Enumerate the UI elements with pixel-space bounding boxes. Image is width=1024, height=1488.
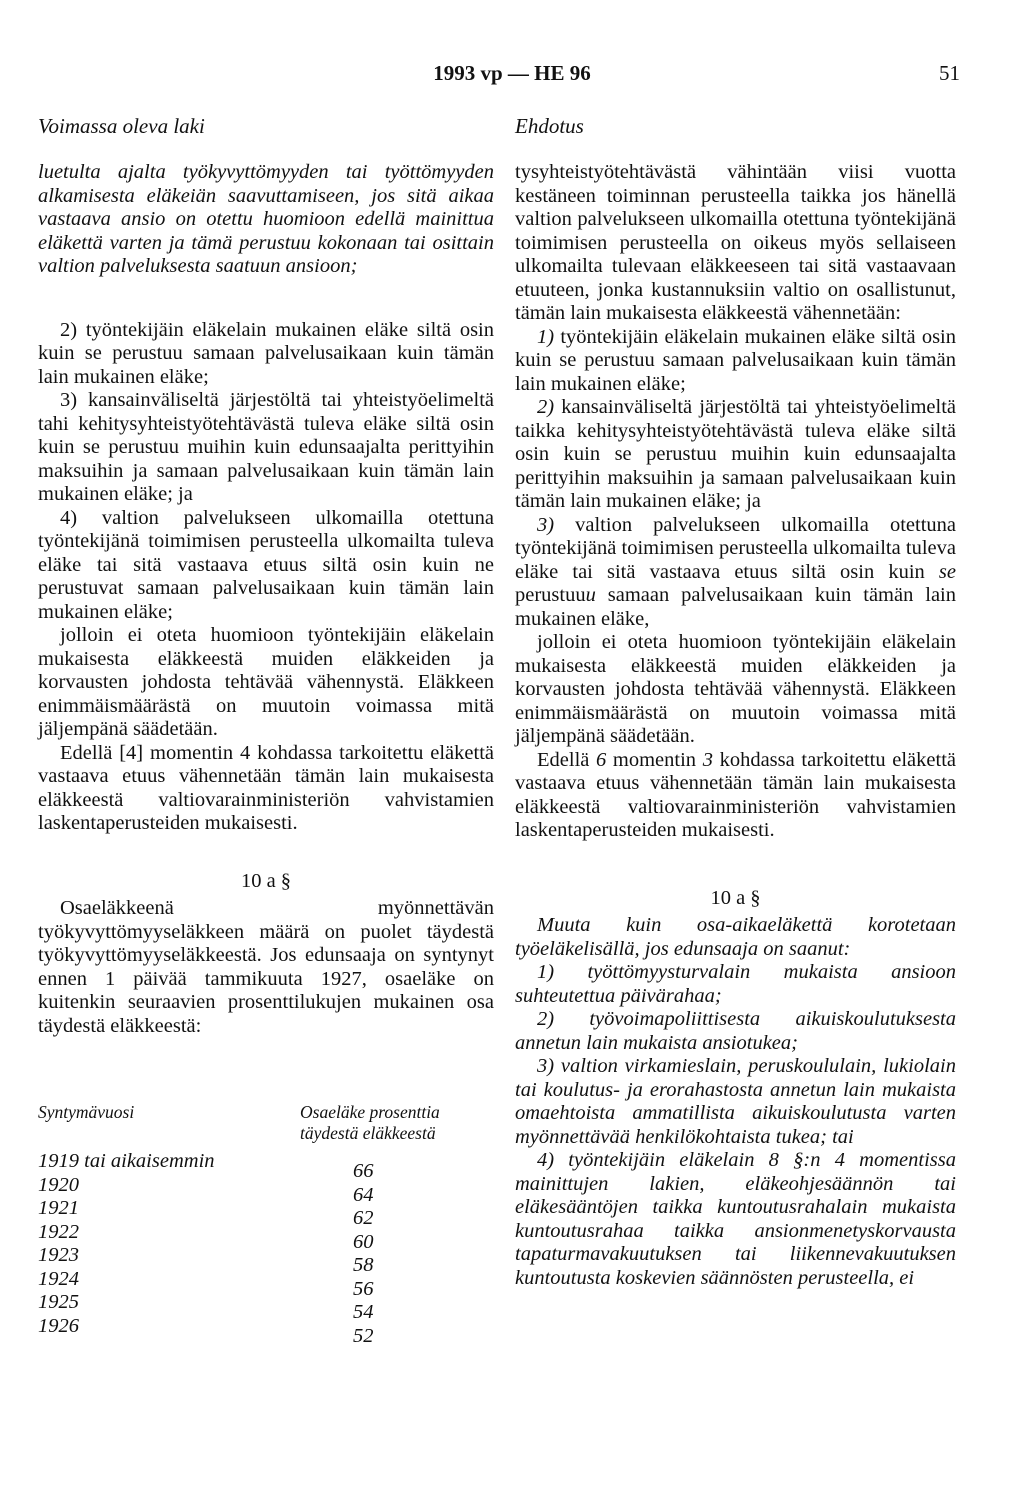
right-section-intro: Muuta kuin osa-aikaeläkettä korotetaan työeläkelisällä, jos edunsaaja on saanut: bbox=[515, 914, 956, 960]
right-item-3-number: 3) bbox=[537, 513, 555, 536]
page-number: 51 bbox=[939, 61, 960, 85]
table-cell-year: 1923 bbox=[38, 1244, 79, 1266]
right-item-1-text: työntekijäin eläkelain mukainen eläke siltä osin kuin se perustuu samaan palvelusaikaan kuin tämän lain mukainen eläke; bbox=[515, 325, 956, 395]
table-row bbox=[38, 1150, 478, 1182]
right-section-heading: 10 a § bbox=[710, 886, 761, 909]
table-cell-percent: 58 bbox=[353, 1254, 374, 1276]
table-cell-percent: 64 bbox=[353, 1183, 374, 1206]
right-section-item-4: 4) työntekijäin eläkelain 8 §:n 4 momentissa mainittujen lakien, eläkeohjesäännön tai eläkesääntöjen taikka kuntoutusrahalain mukaista kuntoutusrahaa taikka ansionmenetyskorvausta tapaturmavakuutuksen tai liikennevakuutuksen kuntoutusta koskevien säännösten perusteella, ei bbox=[515, 1149, 956, 1289]
left-column-title: Voimassa oleva laki bbox=[38, 114, 205, 138]
table-cell-percent: 62 bbox=[353, 1207, 374, 1229]
table-row bbox=[38, 1244, 478, 1276]
right-section-item-2: 2) työvoimapoliittisesta aikuiskoulutuksesta annetun lain mukaista ansiotukea; bbox=[515, 1008, 956, 1054]
left-closing-paragraph: jolloin ei oteta huomioon työntekijäin eläkelain mukaisesta eläkkeestä muiden eläkkeiden ja korvausten johdosta tehtävää vähennystä. Eläkkeen enimmäismäärästä on muutoin voimassa mitä jäljempänä säädetään. bbox=[38, 624, 494, 740]
right-item-3 bbox=[515, 514, 956, 632]
table-cell-year: 1922 bbox=[38, 1220, 79, 1243]
table-row bbox=[38, 1220, 478, 1253]
table-cell-percent: 54 bbox=[353, 1301, 374, 1323]
left-item-4: 4) valtion palvelukseen ulkomailla otettuna työntekijänä toimimisen perusteella ulkomailta tuleva eläke tai sitä vastaava etuus siltä osin kuin ne perustuvat samaan palvelusaikaan kuin tämän lain mukainen eläke; bbox=[38, 506, 494, 623]
left-section-heading: 10 a § bbox=[240, 869, 292, 892]
table-row bbox=[38, 1314, 478, 1347]
left-item-2: 2) työntekijäin eläkelain mukainen eläke siltä osin kuin se perustuu samaan palvelusaikaan kuin tämän lain mukainen eläke; bbox=[38, 318, 494, 388]
table-cell-year: 1926 bbox=[38, 1314, 79, 1337]
right-closing-paragraph: jolloin ei oteta huomioon työntekijäin eläkelain mukaisesta eläkkeestä muiden eläkkeiden ja korvausten johdosta tehtävää vähennystä. Eläkkeen enimmäismäärästä on muutoin voimassa mitä jäljempänä säädetään. bbox=[515, 631, 956, 747]
right-item-1-number: 1) bbox=[537, 325, 555, 348]
right-item-2-number: 2) bbox=[537, 396, 555, 418]
right-column-title: Ehdotus bbox=[515, 114, 584, 138]
right-item-3-end: samaan palvelusaikaan kuin tämän lain mukainen eläke, bbox=[515, 584, 956, 630]
table-header-year: Syntymävuosi bbox=[38, 1102, 135, 1122]
pension-table bbox=[38, 1102, 478, 1347]
table-cell-year: 1920 bbox=[38, 1173, 79, 1196]
table-row bbox=[38, 1291, 478, 1323]
table-cell-percent: 52 bbox=[353, 1324, 374, 1347]
right-section-item-1: 1) työttömyysturvalain mukaista ansioon suhteutettua päivärahaa; bbox=[515, 961, 956, 1007]
right-item-3-u: u bbox=[585, 584, 596, 606]
right-section-item-3: 3) valtion virkamieslain, peruskoululain, lukiolain tai koulutus- ja erorahastosta annetun lain mukaista omaehtoista ammatillista aikuiskoulutusta varten myönnettävää henkilökohtaista tukea; tai bbox=[515, 1055, 956, 1148]
left-edella-paragraph: Edellä [4] momentin 4 kohdassa tarkoitettu eläkettä vastaava etuus vähennetään tämän lain mukaisesta eläkkeestä valtiovarainministeriön vahvistamien laskentaperusteiden mukaisesti. bbox=[38, 741, 494, 834]
right-item-3-se: se bbox=[938, 560, 956, 583]
table-header bbox=[38, 1102, 478, 1144]
right-intro-paragraph: tysyhteistyötehtävästä vähintään viisi vuotta kestäneen toiminnan perusteella taikka jos hänellä valtion palvelukseen ulkomailla otettuna työntekijänä toimimisen perusteella on oikeus myös sellaiseen ulkomailta tulevaan eläkkeeseen tai sitä vastaavaan etuuteen, jonka kustannuksiin valtio on osallistunut, tämän lain mukaisesta eläkkeestä vähennetään: bbox=[515, 161, 956, 324]
table-cell-percent: 56 bbox=[353, 1277, 374, 1300]
table-cell-year: 1925 bbox=[38, 1291, 79, 1313]
page-header: 1993 vp — HE 96 bbox=[433, 61, 591, 85]
table-cell-year: 1919 tai aikaisemmin bbox=[38, 1150, 215, 1172]
table-cell-percent: 60 bbox=[353, 1230, 374, 1253]
right-edella-rest: kohdassa tarkoitettu eläkettä vastaava etuus vähennetään tämän lain mukaisesta eläkkeestä valtiovarainministeriön vahvistamien laskentaperusteiden mukaisesti. bbox=[515, 748, 956, 841]
right-edella-6: 6 bbox=[596, 748, 607, 771]
right-edella-momentin: momentin bbox=[612, 748, 697, 771]
right-item-2 bbox=[515, 396, 956, 514]
right-column bbox=[515, 161, 956, 1290]
right-edella-3: 3 bbox=[702, 748, 713, 771]
right-edella-word: Edellä bbox=[537, 748, 590, 771]
right-item-3-text: valtion palvelukseen ulkomailla otettuna työntekijänä toimimisen perusteella ulkomailta tuleva eläke tai sitä vastaava etuus siltä osin kuin bbox=[515, 513, 956, 583]
right-item-2-text: kansainväliseltä järjestöltä tai yhteistyöelimeltä taikka kehitysyhteistyötehtävästä tuleva eläke siltä osin kuin se perustuu muihin kuin edunsaajalta perittyihin maksuihin ja samaan palvelusaikaan kuin tämän lain mukainen eläke; ja bbox=[515, 396, 957, 512]
right-item-3-perustuu: perustuu bbox=[515, 584, 586, 606]
left-intro-paragraph: luetulta ajalta työkyvyttömyyden tai työttömyyden alkamisesta eläkeiän saavuttamiseen, jos sitä aikaa vastaava ansio on otettu huomioon edellä mainittua eläkettä varten ja tämä perustuu kokonaan tai osittain valtion palveluksesta saatuun ansioon; bbox=[38, 161, 494, 277]
table-cell-year: 1921 bbox=[38, 1197, 79, 1219]
left-item-3: 3) kansainväliseltä järjestöltä tai yhteistyöelimeltä tahi kehitysyhteistyötehtävästä tuleva eläke siltä osin kuin se perustuu muihin kuin edunsaajalta perittyihin maksuihin ja samaan palvelusaikaan kuin tämän lain mukainen eläke; ja bbox=[38, 389, 494, 505]
left-column bbox=[38, 161, 494, 1038]
table-row bbox=[38, 1173, 478, 1206]
table-row bbox=[38, 1267, 478, 1300]
table-cell-percent: 66 bbox=[353, 1160, 374, 1182]
table-header-percent: Osaeläke prosenttia täydestä eläkkeestä bbox=[300, 1102, 440, 1143]
table-cell-year: 1924 bbox=[38, 1267, 79, 1290]
right-edella-paragraph bbox=[515, 749, 956, 843]
table-row bbox=[38, 1197, 478, 1229]
right-item-1 bbox=[515, 326, 956, 397]
left-section-paragraph: Osaeläkkeenä myönnettävän työkyvyttömyyseläkkeen määrä on puolet täydestä työkyvyttömyyseläkkeestä. Jos edunsaaja on syntynyt ennen 1 päivää tammikuuta 1927, osaeläke on kuitenkin seuraavien prosenttilukujen mukainen osa täydestä eläkkeestä: bbox=[38, 897, 494, 1037]
